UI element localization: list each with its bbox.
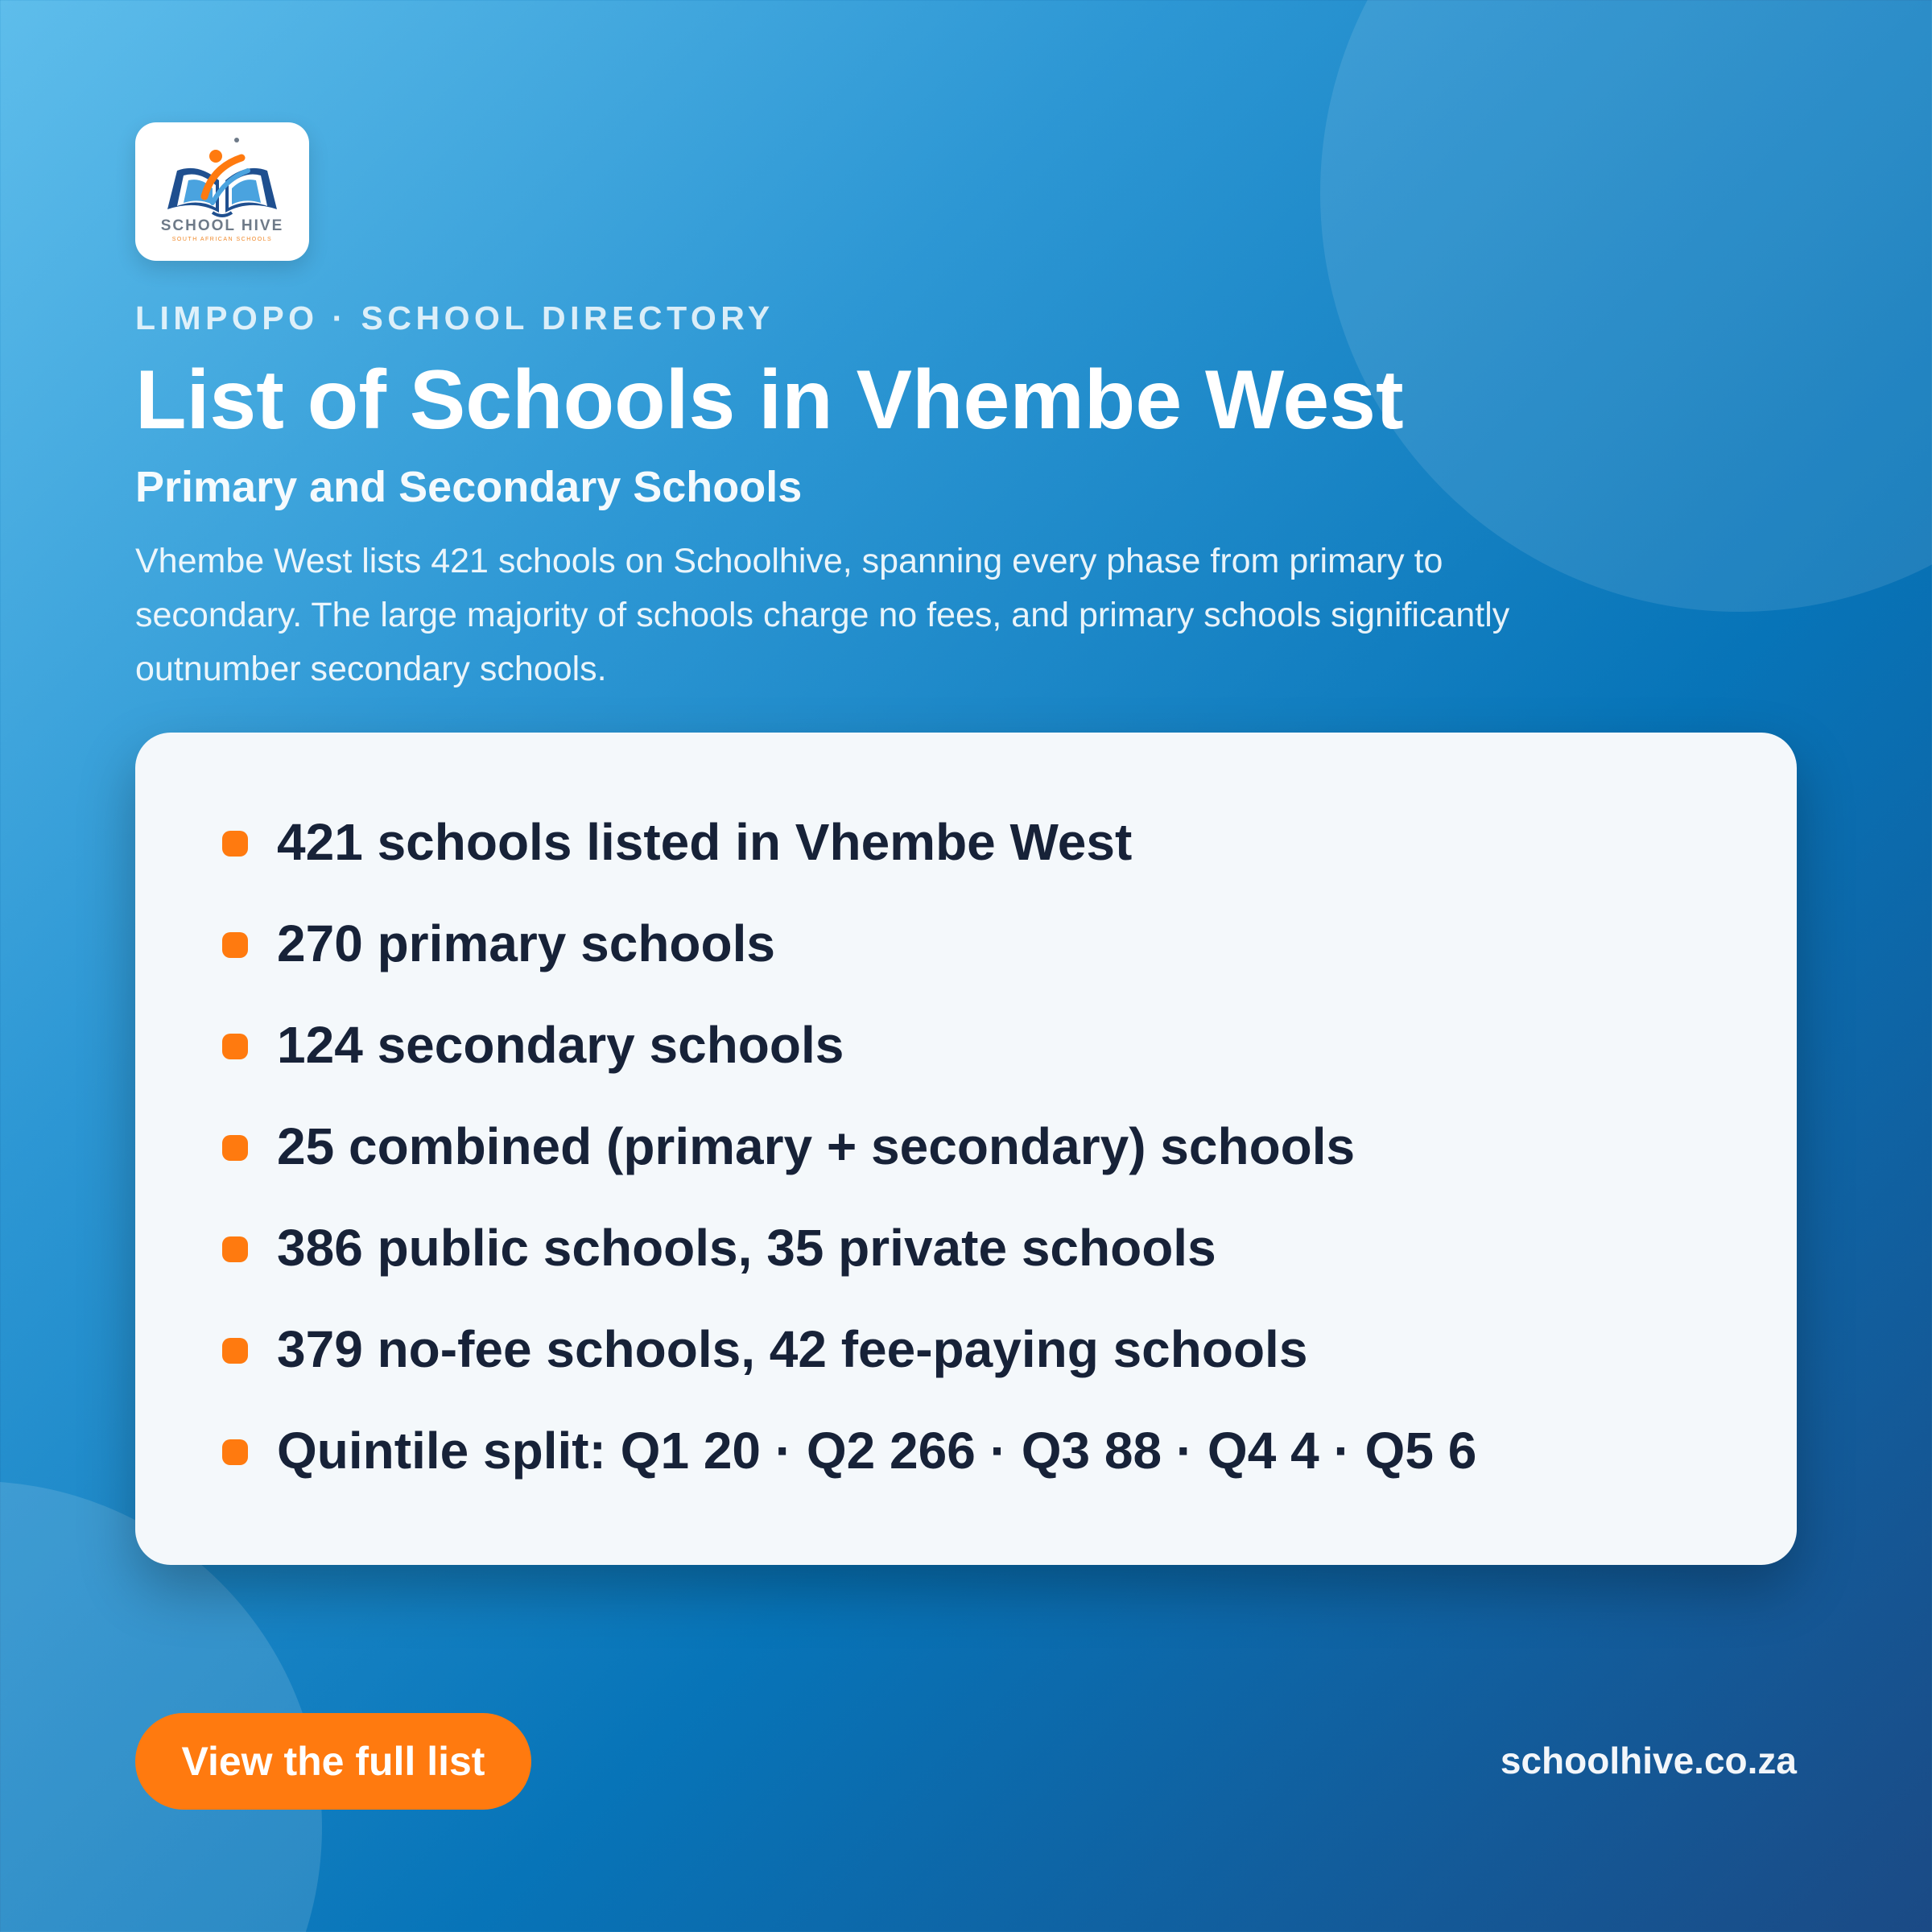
logo-brand-text: SCHOOL HIVE	[160, 217, 284, 234]
facts-card	[135, 733, 1797, 1565]
bullet-icon	[222, 1135, 248, 1161]
fact-text: 379 no-fee schools, 42 fee-paying schools	[277, 1320, 1308, 1378]
fact-text: 421 schools listed in Vhembe West	[277, 813, 1133, 871]
bullet-icon	[222, 1236, 248, 1262]
bullet-icon	[222, 1034, 248, 1059]
school-hive-logo	[135, 122, 309, 261]
page-description: Vhembe West lists 421 schools on Schoolhive, spanning every phase from primary to secondary. The large majority of schools charge no fees, and primary schools significantly outnumber secondary schools.	[135, 542, 1510, 688]
bullet-icon	[222, 1439, 248, 1465]
bullet-icon	[222, 932, 248, 958]
page-title: List of Schools in Vhembe West	[135, 353, 1404, 447]
fact-text: 386 public schools, 35 private schools	[277, 1219, 1216, 1277]
eyebrow-label: LIMPOPO · SCHOOL DIRECTORY	[135, 299, 774, 336]
site-url[interactable]: schoolhive.co.za	[1500, 1740, 1797, 1781]
bullet-icon	[222, 831, 248, 857]
fact-text: Quintile split: Q1 20 · Q2 266 · Q3 88 · Q4 4 · Q5 6	[277, 1422, 1477, 1480]
bullet-icon	[222, 1338, 248, 1364]
fact-text: 25 combined (primary + secondary) schools	[277, 1117, 1356, 1175]
decorative-circle-top-right	[1320, 0, 1932, 612]
view-full-list-button[interactable]: View the full list	[135, 1713, 531, 1810]
logo-tagline: SOUTH AFRICAN SCHOOLS	[171, 237, 273, 242]
fact-text: 124 secondary schools	[277, 1016, 844, 1074]
page-subtitle: Primary and Secondary Schools	[135, 463, 803, 511]
fact-text: 270 primary schools	[277, 914, 775, 972]
